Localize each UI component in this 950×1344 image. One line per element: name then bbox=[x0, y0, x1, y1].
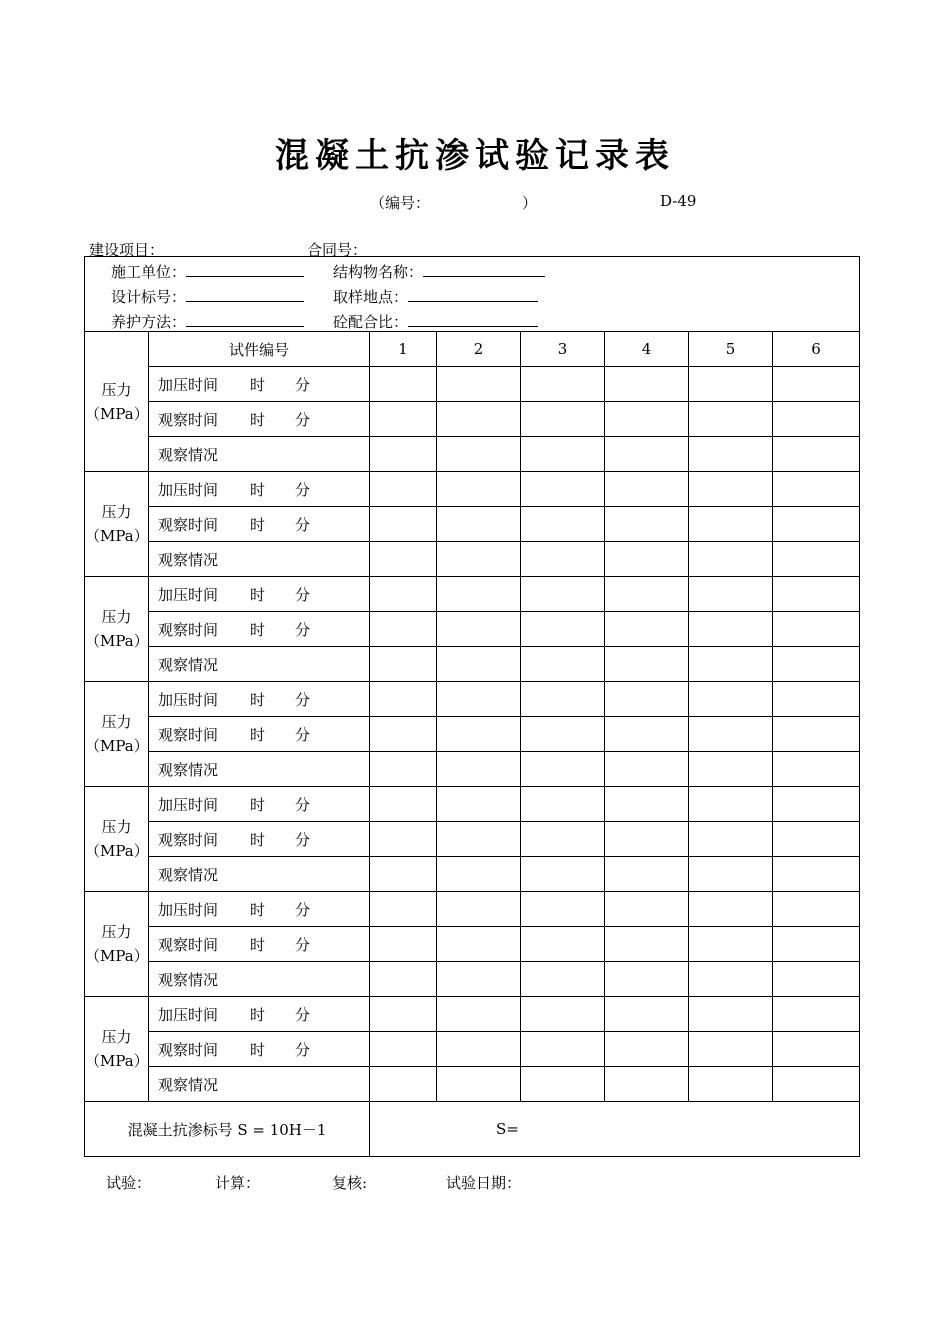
mix-ratio-label: 砼配合比： bbox=[333, 313, 409, 331]
observe-status-row-label bbox=[149, 542, 370, 577]
data-cell[interactable] bbox=[605, 1032, 689, 1067]
specimen-no-header: 试件编号 bbox=[149, 332, 370, 367]
data-cell[interactable] bbox=[689, 962, 773, 997]
reviewer-label: 复核: bbox=[332, 1174, 368, 1192]
data-cell[interactable] bbox=[605, 367, 689, 402]
pressure-label: 压力 bbox=[101, 713, 132, 731]
data-cell[interactable] bbox=[437, 997, 521, 1032]
tester-label: 试验： bbox=[106, 1174, 152, 1192]
pressure-group-label bbox=[85, 682, 149, 787]
data-cell[interactable] bbox=[521, 787, 605, 822]
data-cell[interactable] bbox=[437, 1067, 521, 1102]
data-cell[interactable] bbox=[521, 472, 605, 507]
data-cell[interactable] bbox=[370, 1067, 437, 1102]
result-value-cell[interactable] bbox=[370, 1102, 860, 1157]
pressure-unit: （MPa） bbox=[85, 1052, 149, 1070]
data-cell[interactable] bbox=[773, 1067, 860, 1102]
data-cell[interactable] bbox=[521, 822, 605, 857]
data-cell[interactable] bbox=[521, 752, 605, 787]
observe-time-label: 观察时间 bbox=[158, 725, 219, 744]
data-cell[interactable] bbox=[370, 787, 437, 822]
sampling-location-label: 取样地点： bbox=[333, 288, 409, 306]
data-cell[interactable] bbox=[605, 1067, 689, 1102]
pressure-group-label bbox=[85, 332, 149, 472]
mix-ratio-field[interactable] bbox=[408, 312, 538, 327]
table-row bbox=[85, 717, 860, 752]
minute-label: 分 bbox=[295, 1040, 311, 1059]
data-cell[interactable] bbox=[521, 892, 605, 927]
data-cell[interactable] bbox=[437, 892, 521, 927]
data-cell[interactable] bbox=[370, 542, 437, 577]
observe-time-row-label bbox=[149, 1032, 370, 1067]
record-number-label: （编号： bbox=[370, 194, 431, 212]
data-cell[interactable] bbox=[689, 752, 773, 787]
pressure-unit: （MPa） bbox=[85, 404, 149, 423]
curing-method-field[interactable] bbox=[186, 312, 304, 327]
data-cell[interactable] bbox=[521, 1032, 605, 1067]
table-row bbox=[85, 682, 860, 717]
table-row bbox=[85, 367, 860, 402]
pressure-time-label: 加压时间 bbox=[158, 900, 219, 919]
data-cell[interactable] bbox=[605, 647, 689, 682]
hour-label: 时 bbox=[250, 900, 266, 919]
observe-time-label: 观察时间 bbox=[158, 935, 219, 954]
data-cell[interactable] bbox=[370, 647, 437, 682]
pressure-time-label: 加压时间 bbox=[158, 375, 219, 394]
data-cell[interactable] bbox=[521, 927, 605, 962]
data-cell[interactable] bbox=[689, 717, 773, 752]
data-cell[interactable] bbox=[605, 437, 689, 472]
data-cell[interactable] bbox=[370, 717, 437, 752]
data-cell[interactable] bbox=[773, 367, 860, 402]
minute-label: 分 bbox=[295, 375, 311, 394]
data-cell[interactable] bbox=[605, 542, 689, 577]
data-cell[interactable] bbox=[605, 577, 689, 612]
observe-time-row-label bbox=[149, 927, 370, 962]
data-cell[interactable] bbox=[689, 787, 773, 822]
data-cell[interactable] bbox=[773, 717, 860, 752]
table-row bbox=[85, 612, 860, 647]
minute-label: 分 bbox=[295, 620, 311, 639]
table-row bbox=[85, 997, 860, 1032]
hour-label: 时 bbox=[250, 410, 266, 429]
table-row bbox=[85, 962, 860, 997]
hour-label: 时 bbox=[250, 1040, 266, 1059]
data-cell[interactable] bbox=[370, 437, 437, 472]
observe-status-row-label bbox=[149, 1067, 370, 1102]
pressure-label: 压力 bbox=[101, 1028, 132, 1046]
data-cell[interactable] bbox=[605, 927, 689, 962]
data-cell[interactable] bbox=[773, 542, 860, 577]
pressure-time-row-label bbox=[149, 892, 370, 927]
data-cell[interactable] bbox=[437, 367, 521, 402]
data-cell[interactable] bbox=[370, 962, 437, 997]
contract-label: 合同号： bbox=[307, 241, 368, 259]
observe-status-label: 观察情况 bbox=[158, 760, 219, 779]
curing-method-label: 养护方法： bbox=[111, 313, 187, 331]
data-cell[interactable] bbox=[437, 752, 521, 787]
data-cell[interactable] bbox=[437, 577, 521, 612]
data-cell[interactable] bbox=[437, 507, 521, 542]
observe-status-label: 观察情况 bbox=[158, 445, 219, 464]
hour-label: 时 bbox=[250, 795, 266, 814]
table-row bbox=[85, 507, 860, 542]
data-cell[interactable] bbox=[605, 472, 689, 507]
table-row bbox=[85, 892, 860, 927]
data-cell[interactable] bbox=[773, 822, 860, 857]
data-cell[interactable] bbox=[689, 647, 773, 682]
observe-time-label: 观察时间 bbox=[158, 410, 219, 429]
data-cell[interactable] bbox=[370, 682, 437, 717]
observe-status-row-label bbox=[149, 647, 370, 682]
data-cell[interactable] bbox=[370, 367, 437, 402]
table-row bbox=[85, 577, 860, 612]
data-cell[interactable] bbox=[773, 647, 860, 682]
table-row bbox=[85, 542, 860, 577]
data-cell[interactable] bbox=[689, 577, 773, 612]
data-cell[interactable] bbox=[773, 927, 860, 962]
table-row bbox=[85, 1032, 860, 1067]
specimen-column-header: 5 bbox=[689, 332, 773, 367]
data-cell[interactable] bbox=[370, 752, 437, 787]
pressure-unit: （MPa） bbox=[85, 947, 149, 965]
pressure-label: 压力 bbox=[101, 380, 132, 399]
data-cell[interactable] bbox=[605, 507, 689, 542]
data-cell[interactable] bbox=[773, 787, 860, 822]
data-cell[interactable] bbox=[689, 437, 773, 472]
data-cell[interactable] bbox=[689, 472, 773, 507]
minute-label: 分 bbox=[295, 690, 311, 709]
record-number-close: ） bbox=[522, 194, 538, 212]
data-cell[interactable] bbox=[689, 367, 773, 402]
minute-label: 分 bbox=[295, 410, 311, 429]
pressure-unit: （MPa） bbox=[85, 737, 149, 755]
pressure-label: 压力 bbox=[101, 608, 132, 626]
pressure-time-label: 加压时间 bbox=[158, 690, 219, 709]
observe-status-row-label bbox=[149, 857, 370, 892]
hour-label: 时 bbox=[250, 515, 266, 534]
data-cell[interactable] bbox=[370, 892, 437, 927]
project-label: 建设项目： bbox=[89, 241, 165, 259]
data-cell[interactable] bbox=[437, 402, 521, 437]
data-cell[interactable] bbox=[521, 682, 605, 717]
data-cell[interactable] bbox=[437, 822, 521, 857]
observe-time-row-label bbox=[149, 402, 370, 437]
data-cell[interactable] bbox=[689, 857, 773, 892]
data-cell[interactable] bbox=[773, 437, 860, 472]
data-cell[interactable] bbox=[605, 717, 689, 752]
pressure-time-row-label bbox=[149, 472, 370, 507]
data-cell[interactable] bbox=[370, 927, 437, 962]
pressure-time-row-label bbox=[149, 997, 370, 1032]
data-cell[interactable] bbox=[521, 647, 605, 682]
hour-label: 时 bbox=[250, 935, 266, 954]
info-block bbox=[85, 257, 860, 332]
data-cell[interactable] bbox=[370, 402, 437, 437]
pressure-group-label bbox=[85, 577, 149, 682]
data-cell[interactable] bbox=[773, 962, 860, 997]
test-date-label: 试验日期： bbox=[446, 1174, 522, 1192]
data-cell[interactable] bbox=[521, 367, 605, 402]
observe-time-row-label bbox=[149, 507, 370, 542]
pressure-label: 压力 bbox=[101, 818, 132, 836]
specimen-column-header: 1 bbox=[370, 332, 437, 367]
hour-label: 时 bbox=[250, 375, 266, 394]
header-row bbox=[85, 332, 860, 367]
data-cell[interactable] bbox=[689, 507, 773, 542]
specimen-column-header: 4 bbox=[605, 332, 689, 367]
pressure-time-row-label bbox=[149, 682, 370, 717]
data-cell[interactable] bbox=[689, 997, 773, 1032]
data-cell[interactable] bbox=[773, 682, 860, 717]
table-row bbox=[85, 437, 860, 472]
table-row bbox=[85, 857, 860, 892]
pressure-time-row-label bbox=[149, 787, 370, 822]
data-cell[interactable] bbox=[370, 577, 437, 612]
observe-status-row-label bbox=[149, 752, 370, 787]
data-cell[interactable] bbox=[773, 892, 860, 927]
data-cell[interactable] bbox=[605, 857, 689, 892]
observe-time-row-label bbox=[149, 612, 370, 647]
data-cell[interactable] bbox=[437, 962, 521, 997]
construction-unit-label: 施工单位： bbox=[111, 263, 187, 281]
structure-name-field[interactable] bbox=[423, 262, 545, 277]
observe-status-label: 观察情况 bbox=[158, 865, 219, 884]
table-row bbox=[85, 402, 860, 437]
minute-label: 分 bbox=[295, 900, 311, 919]
data-cell[interactable] bbox=[773, 507, 860, 542]
data-cell[interactable] bbox=[437, 472, 521, 507]
data-cell[interactable] bbox=[370, 997, 437, 1032]
pressure-group-label bbox=[85, 787, 149, 892]
data-cell[interactable] bbox=[437, 1032, 521, 1067]
observe-time-row-label bbox=[149, 717, 370, 752]
data-cell[interactable] bbox=[370, 822, 437, 857]
data-cell[interactable] bbox=[689, 542, 773, 577]
data-cell[interactable] bbox=[437, 437, 521, 472]
data-cell[interactable] bbox=[605, 892, 689, 927]
observe-time-row-label bbox=[149, 822, 370, 857]
calculator-label: 计算： bbox=[215, 1174, 261, 1192]
sampling-location-field[interactable] bbox=[408, 287, 538, 302]
data-cell[interactable] bbox=[605, 682, 689, 717]
minute-label: 分 bbox=[295, 935, 311, 954]
data-cell[interactable] bbox=[521, 402, 605, 437]
pressure-group-label bbox=[85, 892, 149, 997]
pressure-group-label bbox=[85, 472, 149, 577]
observe-time-label: 观察时间 bbox=[158, 515, 219, 534]
pressure-time-label: 加压时间 bbox=[158, 585, 219, 604]
pressure-time-row-label bbox=[149, 577, 370, 612]
data-cell[interactable] bbox=[370, 1032, 437, 1067]
data-cell[interactable] bbox=[605, 402, 689, 437]
data-cell[interactable] bbox=[773, 612, 860, 647]
data-cell[interactable] bbox=[689, 1067, 773, 1102]
data-cell[interactable] bbox=[521, 612, 605, 647]
minute-label: 分 bbox=[295, 480, 311, 499]
pressure-time-label: 加压时间 bbox=[158, 795, 219, 814]
hour-label: 时 bbox=[250, 690, 266, 709]
data-cell[interactable] bbox=[370, 472, 437, 507]
data-cell[interactable] bbox=[605, 752, 689, 787]
data-cell[interactable] bbox=[689, 927, 773, 962]
minute-label: 分 bbox=[295, 515, 311, 534]
data-cell[interactable] bbox=[437, 647, 521, 682]
data-cell[interactable] bbox=[689, 682, 773, 717]
table-row bbox=[85, 927, 860, 962]
minute-label: 分 bbox=[295, 585, 311, 604]
pressure-unit: （MPa） bbox=[85, 842, 149, 860]
pressure-label: 压力 bbox=[101, 503, 132, 521]
table-row bbox=[85, 1067, 860, 1102]
observe-status-label: 观察情况 bbox=[158, 970, 219, 989]
data-cell[interactable] bbox=[773, 577, 860, 612]
specimen-column-header: 6 bbox=[773, 332, 860, 367]
data-cell[interactable] bbox=[521, 507, 605, 542]
result-row bbox=[85, 1102, 860, 1157]
pressure-time-row-label bbox=[149, 367, 370, 402]
data-cell[interactable] bbox=[521, 857, 605, 892]
data-cell[interactable] bbox=[605, 962, 689, 997]
hour-label: 时 bbox=[250, 830, 266, 849]
structure-name-label: 结构物名称： bbox=[333, 263, 424, 281]
data-cell[interactable] bbox=[437, 927, 521, 962]
data-cell[interactable] bbox=[689, 402, 773, 437]
permeability-formula: 混凝土抗渗标号 S = 10H－1 bbox=[85, 1102, 370, 1157]
data-cell[interactable] bbox=[521, 717, 605, 752]
data-cell[interactable] bbox=[773, 857, 860, 892]
data-cell[interactable] bbox=[605, 612, 689, 647]
data-cell[interactable] bbox=[689, 1032, 773, 1067]
pressure-time-label: 加压时间 bbox=[158, 480, 219, 499]
data-cell[interactable] bbox=[370, 857, 437, 892]
test-record-table bbox=[84, 256, 860, 1157]
data-cell[interactable] bbox=[605, 787, 689, 822]
document-code: D-49 bbox=[660, 192, 697, 210]
data-cell[interactable] bbox=[437, 612, 521, 647]
pressure-unit: （MPa） bbox=[85, 527, 149, 545]
observe-time-label: 观察时间 bbox=[158, 620, 219, 639]
data-cell[interactable] bbox=[689, 822, 773, 857]
observe-status-row-label bbox=[149, 437, 370, 472]
data-cell[interactable] bbox=[521, 542, 605, 577]
construction-unit-field[interactable] bbox=[186, 262, 304, 277]
design-grade-label: 设计标号： bbox=[111, 288, 187, 306]
observe-time-label: 观察时间 bbox=[158, 1040, 219, 1059]
observe-time-label: 观察时间 bbox=[158, 830, 219, 849]
data-cell[interactable] bbox=[437, 542, 521, 577]
data-cell[interactable] bbox=[773, 752, 860, 787]
minute-label: 分 bbox=[295, 1005, 311, 1024]
table-row bbox=[85, 822, 860, 857]
hour-label: 时 bbox=[250, 725, 266, 744]
hour-label: 时 bbox=[250, 620, 266, 639]
data-cell[interactable] bbox=[437, 682, 521, 717]
data-cell[interactable] bbox=[605, 997, 689, 1032]
table-row bbox=[85, 787, 860, 822]
design-grade-field[interactable] bbox=[186, 287, 304, 302]
pressure-group-label bbox=[85, 997, 149, 1102]
data-cell[interactable] bbox=[521, 577, 605, 612]
data-cell[interactable] bbox=[521, 1067, 605, 1102]
data-cell[interactable] bbox=[773, 472, 860, 507]
data-cell[interactable] bbox=[521, 437, 605, 472]
data-cell[interactable] bbox=[773, 1032, 860, 1067]
minute-label: 分 bbox=[295, 795, 311, 814]
data-cell[interactable] bbox=[521, 997, 605, 1032]
data-cell[interactable] bbox=[370, 612, 437, 647]
observe-status-label: 观察情况 bbox=[158, 655, 219, 674]
table-row bbox=[85, 647, 860, 682]
data-cell[interactable] bbox=[773, 997, 860, 1032]
pressure-label: 压力 bbox=[101, 923, 132, 941]
s-value-label: S= bbox=[496, 1120, 519, 1138]
pressure-unit: （MPa） bbox=[85, 632, 149, 650]
data-cell[interactable] bbox=[437, 717, 521, 752]
pressure-time-label: 加压时间 bbox=[158, 1005, 219, 1024]
minute-label: 分 bbox=[295, 725, 311, 744]
specimen-column-header: 3 bbox=[521, 332, 605, 367]
table-row bbox=[85, 472, 860, 507]
data-cell[interactable] bbox=[689, 892, 773, 927]
observe-status-row-label bbox=[149, 962, 370, 997]
data-cell[interactable] bbox=[689, 612, 773, 647]
data-cell[interactable] bbox=[773, 402, 860, 437]
data-cell[interactable] bbox=[437, 857, 521, 892]
specimen-column-header: 2 bbox=[437, 332, 521, 367]
page-title: 混凝土抗渗试验记录表 bbox=[275, 136, 675, 176]
hour-label: 时 bbox=[250, 480, 266, 499]
observe-status-label: 观察情况 bbox=[158, 1075, 219, 1094]
data-cell[interactable] bbox=[605, 822, 689, 857]
data-cell[interactable] bbox=[521, 962, 605, 997]
minute-label: 分 bbox=[295, 830, 311, 849]
table-row bbox=[85, 752, 860, 787]
hour-label: 时 bbox=[250, 1005, 266, 1024]
hour-label: 时 bbox=[250, 585, 266, 604]
data-cell[interactable] bbox=[370, 507, 437, 542]
observe-status-label: 观察情况 bbox=[158, 550, 219, 569]
data-cell[interactable] bbox=[437, 787, 521, 822]
